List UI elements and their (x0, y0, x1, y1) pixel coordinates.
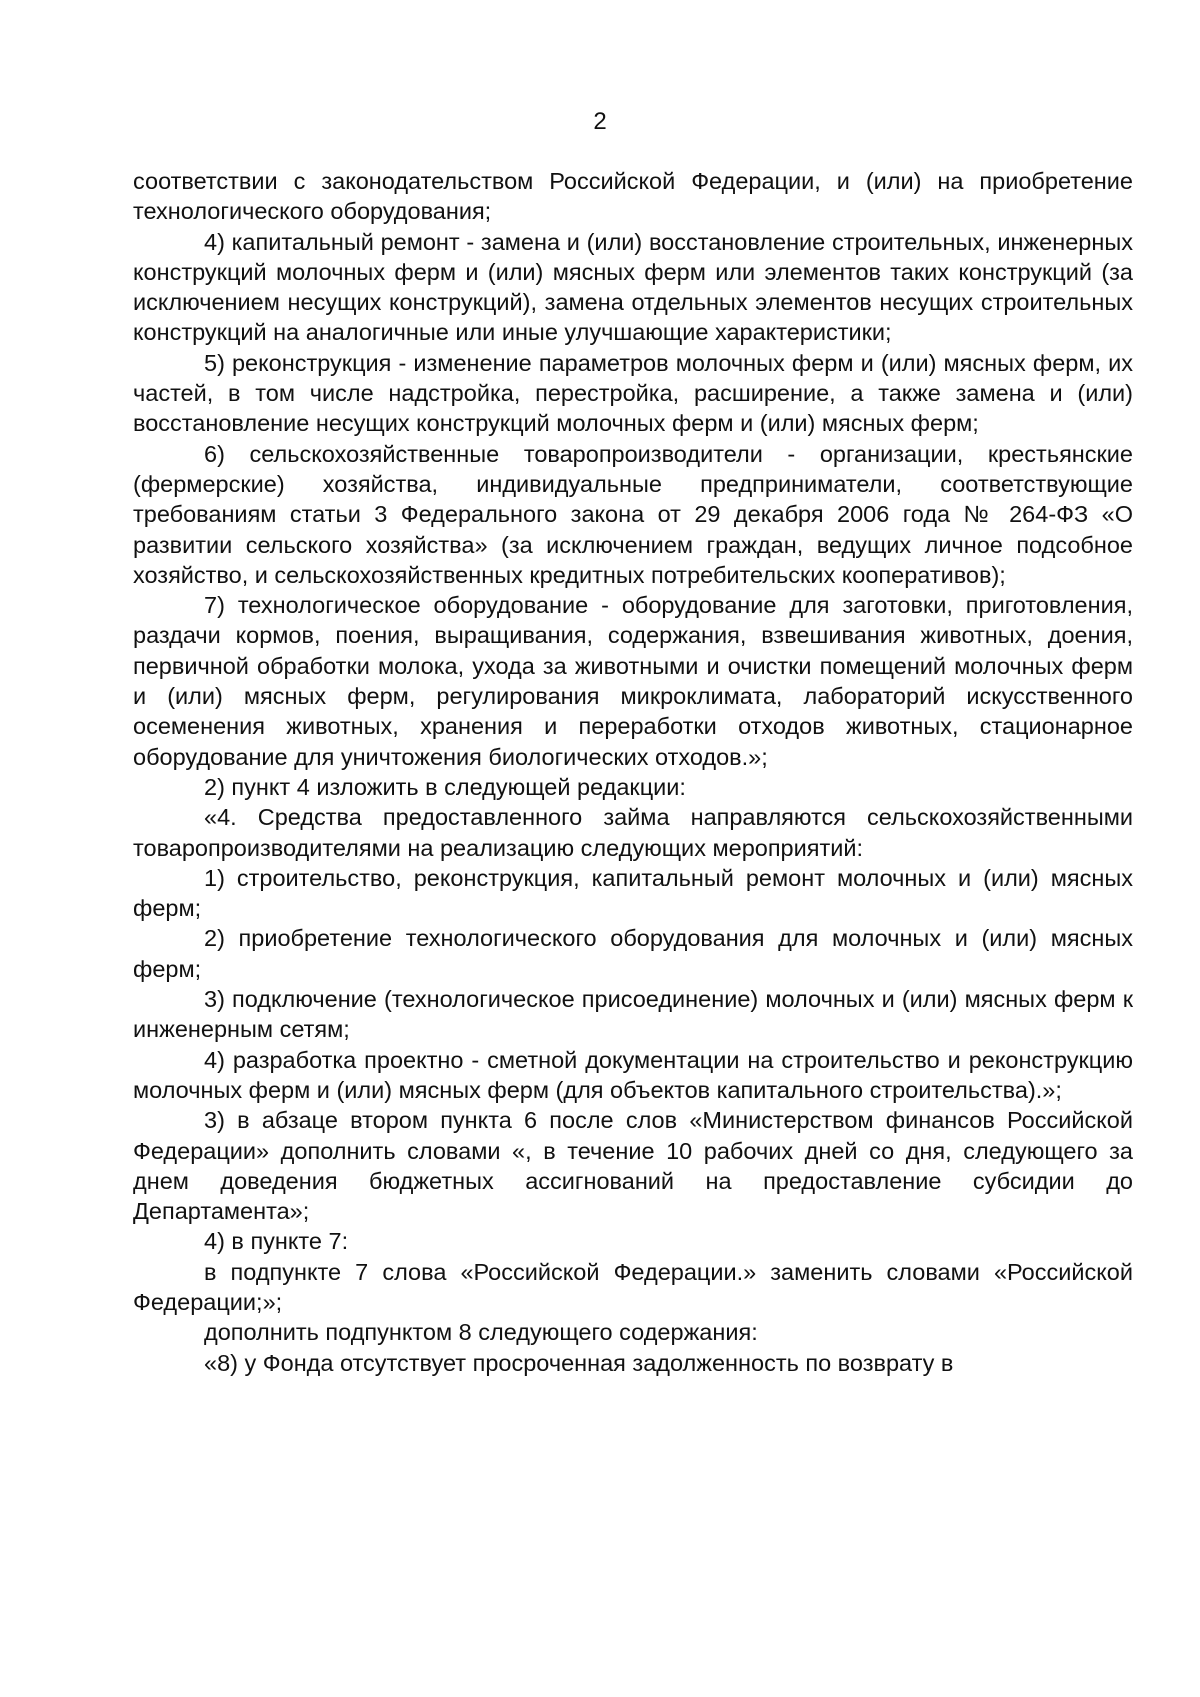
paragraph-capital-repair: 4) капитальный ремонт - замена и (или) восстановление строительных, инженерных конструкций молочных ферм и (или) мясных ферм или элементов таких конструкций (за исключением несущих конструкций), замена отдельных элементов несущих строительных конструкций на аналогичные или иные улучшающие характеристики; (133, 228, 1133, 346)
paragraph-subitem-8: «8) у Фонда отсутствует просроченная задолженность по возврату в (204, 1349, 954, 1376)
paragraph-subitem-7-change: в подпункте 7 слова «Российской Федерации.» заменить словами «Российской Федерации;»; (133, 1258, 1133, 1315)
paragraph-item-4: 4) в пункте 7: (204, 1228, 349, 1255)
paragraph-equipment: 7) технологическое оборудование - оборудование для заготовки, приготовления, раздачи кормов, поения, выращивания, содержания, взвешивания животных, доения, первичной обработки молока, ухода за животными и очистки помещений молочных ферм и (или) мясных ферм, регулирования микроклимата, лабораторий искусственного осеменения животных, хранения и переработки отходов животных, стационарное оборудование для уничтожения биологических отходов.»; (133, 592, 1133, 770)
page-number: 2 (593, 108, 607, 135)
paragraph-producers: 6) сельскохозяйственные товаропроизводители - организации, крестьянские (фермерские) хозяйства, индивидуальные предприниматели, соответствующие требованиям статьи 3 Федерального закона от 29 декабря 2006 года № 264-ФЗ «О развитии сельского хозяйства» (за исключением граждан, ведущих личное подсобное хозяйство, и сельскохозяйственных кредитных потребительских кооперативов); (133, 440, 1133, 588)
paragraph-add-subitem-8: дополнить подпунктом 8 следующего содержания: (204, 1319, 758, 1346)
paragraph-clause-4: «4. Средства предоставленного займа направляются сельскохозяйственными товаропроизводителями на реализацию следующих мероприятий: (133, 804, 1133, 861)
paragraph-clause-4-item-3: 3) подключение (технологическое присоединение) молочных и (или) мясных ферм к инженерным сетям; (133, 986, 1133, 1043)
paragraph-clause-4-item-2: 2) приобретение технологического оборудования для молочных и (или) мясных ферм; (133, 925, 1133, 982)
paragraph-clause-4-item-1: 1) строительство, реконструкция, капитальный ремонт молочных и (или) мясных ферм; (133, 864, 1133, 922)
paragraph-item-3: 3) в абзаце втором пункта 6 после слов «Министерством финансов Российской Федерации» дополнить словами «, в течение 10 рабочих дней со дня, следующего за днем доведения бюджетных ассигнований на предоставление субсидии до Департамента»; (133, 1107, 1133, 1225)
paragraph-item-2: 2) пункт 4 изложить в следующей редакции: (204, 773, 686, 800)
paragraph-reconstruction: 5) реконструкция - изменение параметров молочных ферм и (или) мясных ферм, их частей, в том числе надстройка, перестройка, расширение, а также замена и (или) восстановление несущих конструкций молочных ферм и (или) мясных ферм; (133, 349, 1133, 437)
paragraph-clause-4-item-4: 4) разработка проектно - сметной документации на строительство и реконструкцию молочных ферм и (или) мясных ферм (для объектов капитального строительства).»; (133, 1046, 1133, 1103)
document-body (133, 166, 1133, 1378)
paragraph-continuation: соответствии с законодательством Российской Федерации, и (или) на приобретение технологического оборудования; (133, 168, 1133, 225)
